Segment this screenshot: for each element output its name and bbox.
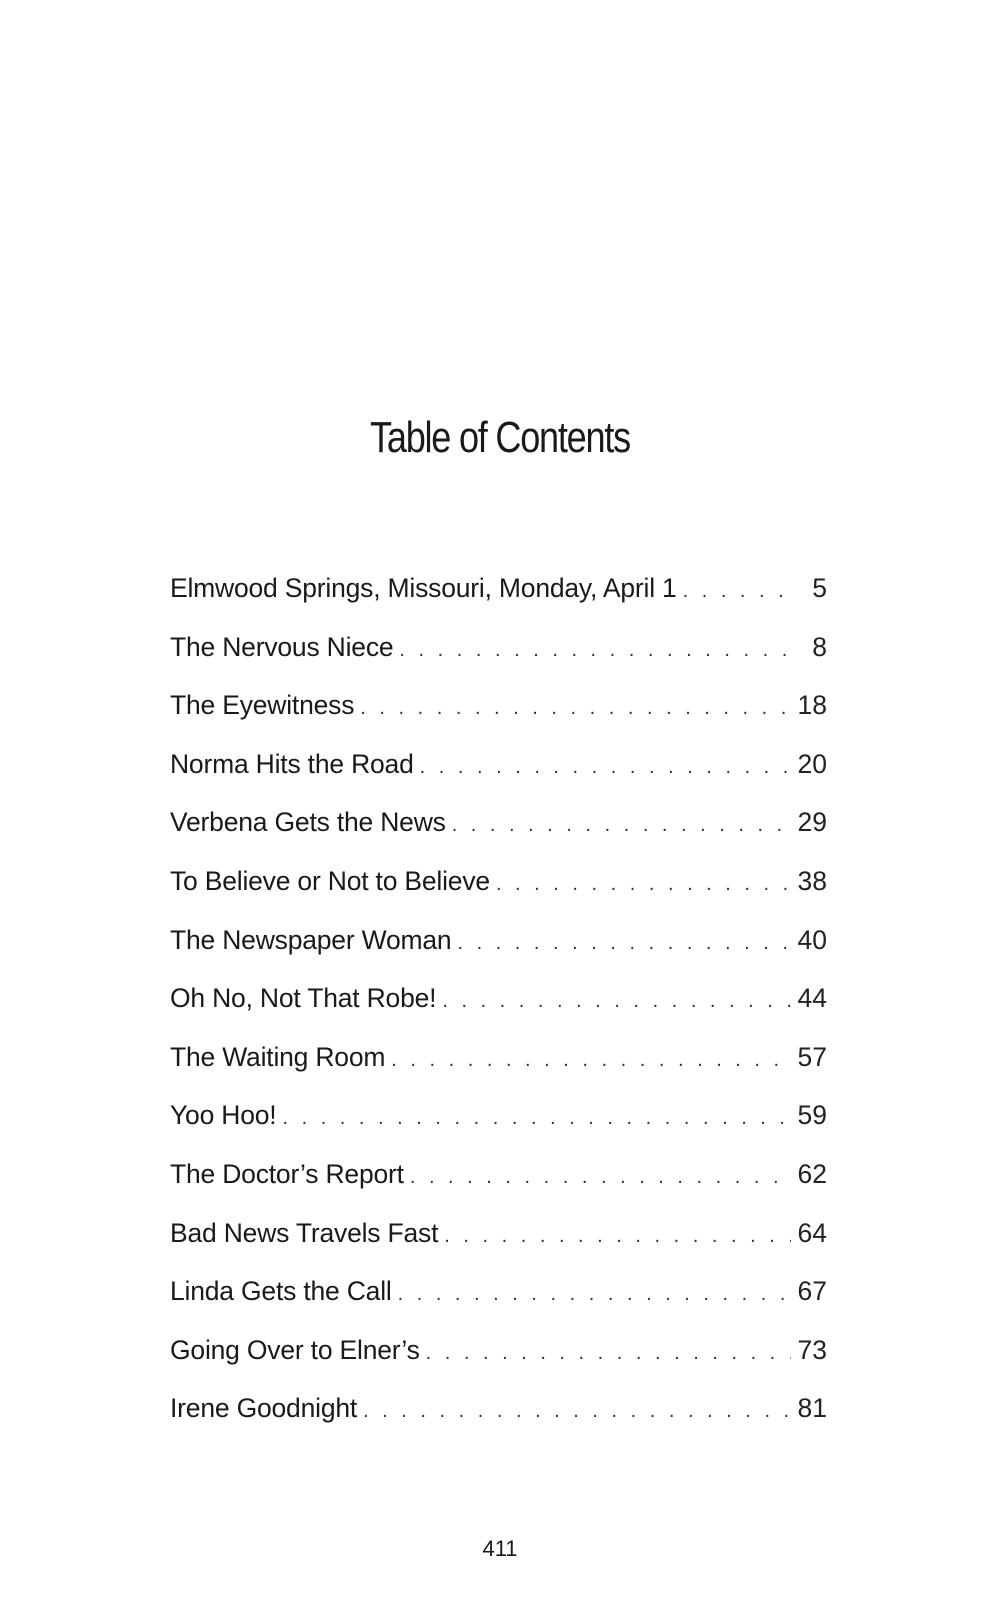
page-title: Table of Contents [370,413,630,462]
chapter-title: The Nervous Niece [170,631,394,662]
dot-leader [683,576,791,606]
toc-entry [170,1100,827,1159]
chapter-title: The Newspaper Woman [170,924,452,955]
chapter-title: Elmwood Springs, Missouri, Monday, April 1 [170,573,677,603]
dot-leader [452,810,791,840]
dot-leader [442,986,791,1016]
chapter-page-number: 20 [797,748,827,779]
toc-entry [170,1335,827,1394]
chapter-page-number: 18 [797,690,827,721]
dot-leader [457,928,791,958]
chapter-title: Yoo Hoo! [170,1100,277,1131]
toc-entry [170,925,827,984]
toc-entry [170,749,827,808]
chapter-title: The Waiting Room [170,1041,386,1072]
chapter-page-number: 29 [797,807,827,838]
toc-entry [170,983,827,1042]
chapter-title: Bad News Travels Fast [170,1217,439,1248]
chapter-page-number: 40 [797,924,827,955]
dot-leader [282,1103,791,1133]
chapter-title: Linda Gets the Call [170,1276,392,1307]
toc-entry [170,1042,827,1101]
toc-entry [170,1159,827,1218]
toc-entry [170,690,827,749]
toc-entry [170,1393,827,1452]
toc-entry [170,1276,827,1335]
dot-leader [444,1221,791,1251]
dot-leader [410,1162,791,1192]
toc-list [170,573,827,1452]
page-number: 411 [482,1536,518,1561]
chapter-page-number: 59 [797,1100,827,1131]
chapter-title: Norma Hits the Road [170,748,414,779]
chapter-title: The Eyewitness [170,690,355,721]
chapter-page-number: 57 [797,1041,827,1072]
dot-leader [399,635,791,665]
chapter-title: To Believe or Not to Believe [170,865,490,896]
chapter-page-number: 81 [797,1393,827,1424]
dot-leader [363,1396,791,1426]
toc-entry [170,807,827,866]
chapter-title: Verbena Gets the News [170,807,446,838]
dot-leader [398,1279,791,1309]
chapter-page-number: 64 [797,1217,827,1248]
chapter-title: The Doctor’s Report [170,1158,404,1189]
toc-entry [170,1218,827,1277]
chapter-title: Irene Goodnight [170,1393,358,1424]
chapter-page-number: 73 [797,1334,827,1365]
dot-leader [420,752,791,782]
dot-leader [426,1338,791,1368]
chapter-title: Oh No, Not That Robe! [170,983,437,1014]
chapter-title: Going Over to Elner’s [170,1334,420,1365]
chapter-page-number: 8 [812,631,827,662]
chapter-page-number: 44 [797,983,827,1014]
toc-entry [170,866,827,925]
chapter-page-number: 62 [797,1158,827,1189]
toc-entry [170,573,827,632]
chapter-page-number: 38 [797,865,827,896]
chapter-page-number: 5 [812,573,827,603]
dot-leader [496,869,791,899]
dot-leader [391,1045,791,1075]
toc-entry [170,632,827,691]
dot-leader [360,693,791,723]
chapter-page-number: 67 [797,1276,827,1307]
